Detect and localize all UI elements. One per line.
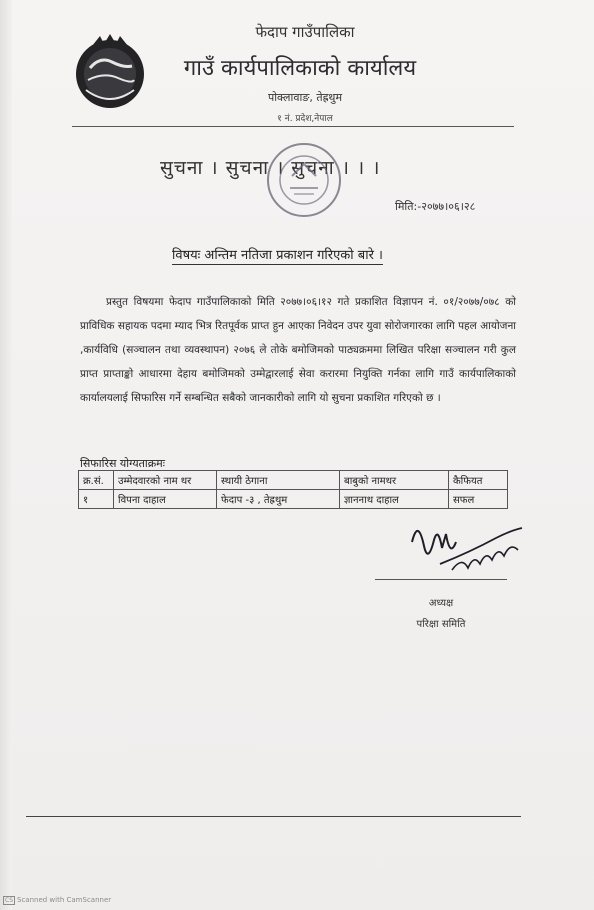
recommendation-label: सिफारिस योग्यताक्रमः (80, 457, 165, 470)
header-divider (72, 126, 514, 127)
office-name: गाउँ कार्यपालिकाको कार्यालय (183, 56, 417, 81)
notice-date: मिति:-२०७७।०६।२८ (395, 200, 476, 213)
office-address: पोक्लावाङ, तेह्रथुम (267, 91, 343, 104)
header-address: स्थायी ठेगाना (217, 471, 340, 490)
paper-edge (0, 0, 12, 910)
header-candidate-name: उम्मेदवारको नाम थर (114, 471, 217, 490)
result-table (78, 470, 508, 509)
scanner-text: Scanned with CamScanner (17, 896, 112, 904)
cell-remarks: सफल (449, 490, 508, 509)
header-sn: क्र.सं. (79, 471, 114, 490)
notice-body (80, 290, 516, 410)
body-paragraph: प्रस्तुत विषयमा फेदाप गाउँपालिकाको मिति २०७७।०६।१२ गते प्रकाशित विज्ञापन नं. ०१/२०७७/०७८ को प्राविधिक सहायक पदमा म्याद भित्र रितपूर्वक प्राप्त हुन आएका निवेदन उपर युवा सोरोजगारका लागि पहल आयोजना ,कार्यविधि (सञ्चालन तथा व्यवस्थापन) २०७६ ले तोके बमोजिमको पाठ्यक्रममा लिखित परिक्षा सञ्चालन गरी कुल प्राप्त प्राप्ताङ्को आधारमा देहाय बमोजिमको उम्मेद्वारलाई सेवा करारमा नियुक्ति गर्नका लागि गाउँ कार्यपालिकाको कार्यालयलाई सिफारिस गर्ने सम्बन्धित सबैको जानकारीको लागि यो सुचना प्रकाशित गरिएको छ । (80, 296, 516, 404)
signature-line (375, 579, 507, 580)
notice-title: सुचना । सुचना । सुचना । । । (160, 157, 381, 179)
header-remarks: कैफियत (449, 471, 508, 490)
committee-name: परिक्षा समिति (416, 619, 466, 630)
table-header-row (79, 471, 508, 490)
signatory-title: अध्यक्ष (428, 598, 454, 609)
cell-address: फेदाप -३ , तेह्रथुम (217, 490, 340, 509)
cell-candidate-name: विपना दाहाल (114, 490, 217, 509)
handwritten-signature-icon (400, 512, 530, 582)
footer-divider (26, 816, 521, 817)
cell-father-name: ज्ञाननाथ दाहाल (340, 490, 449, 509)
table-row (79, 490, 508, 509)
scanner-watermark (3, 896, 111, 905)
province-line: १ नं. प्रदेश,नेपाल (277, 114, 333, 124)
municipality-name: फेदाप गाउँपालिका (255, 23, 355, 41)
cell-sn: १ (79, 490, 114, 509)
subject-line: विषयः अन्तिम नतिजा प्रकाशन गरिएको बारे । (172, 245, 383, 265)
header-father-name: बाबुको नामथर (340, 471, 449, 490)
camscanner-logo-icon: CS (5, 897, 13, 904)
nepal-emblem-icon (70, 32, 150, 112)
office-stamp-icon (262, 138, 346, 222)
